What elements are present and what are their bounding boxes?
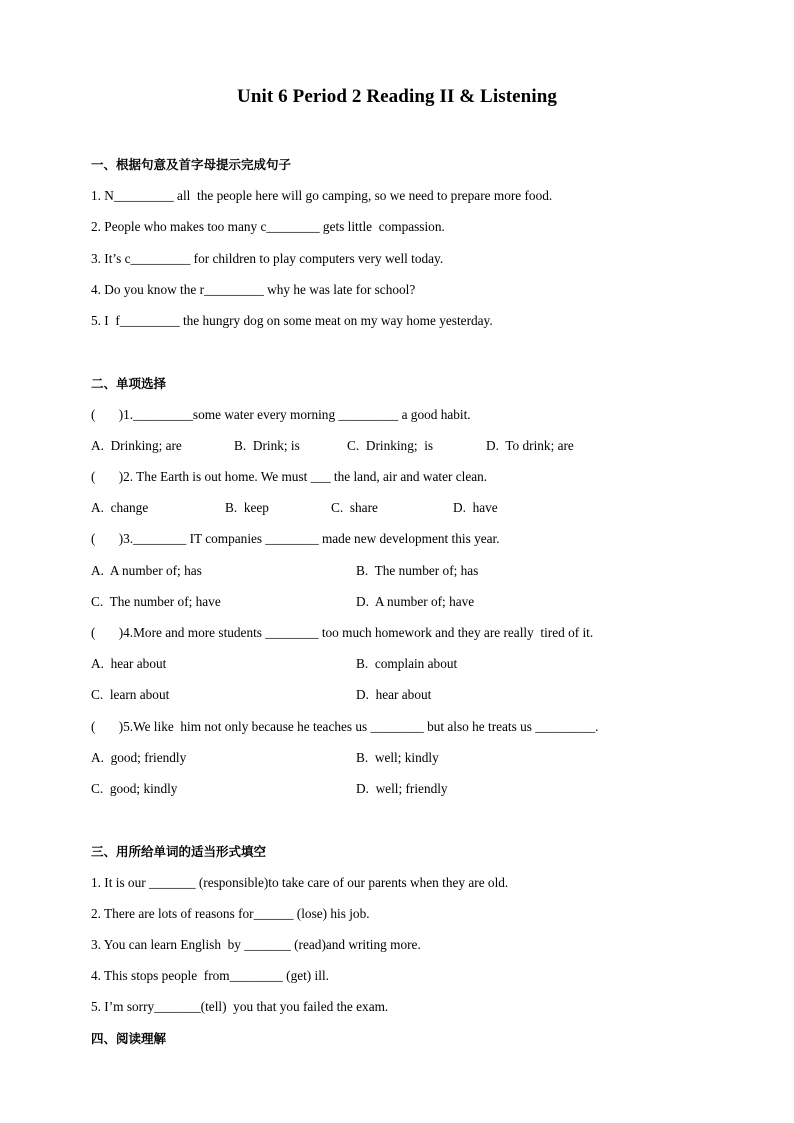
question-1-option-c: C. Drinking; is: [347, 438, 434, 453]
question-3-option-d: D. A number of; have: [356, 594, 475, 609]
section-3-heading: 三、用所给单词的适当形式填空: [91, 844, 267, 859]
question-2-option-d: D. have: [453, 500, 498, 515]
section-3-item-2: 2. There are lots of reasons for______ (lose) his job.: [91, 906, 370, 921]
question-3-option-c: C. The number of; have: [91, 594, 221, 609]
question-5-option-a: A. good; friendly: [91, 750, 187, 765]
question-5-option-d: D. well; friendly: [356, 781, 448, 796]
question-5-option-c: C. good; kindly: [91, 781, 178, 796]
section-3-item-4: 4. This stops people from________ (get) ill.: [91, 968, 329, 983]
question-1-option-d: D. To drink; are: [486, 438, 574, 453]
question-5-option-b: B. well; kindly: [356, 750, 439, 765]
section-3-item-3: 3. You can learn English by _______ (read)and writing more.: [91, 937, 421, 952]
section-1-item-1: 1. N_________ all the people here will go camping, so we need to prepare more food.: [91, 188, 553, 203]
page-title: Unit 6 Period 2 Reading II & Listening: [237, 86, 557, 107]
question-4-stem: ( )4.More and more students ________ too much homework and they are really tired of it.: [91, 625, 594, 640]
section-1-item-4: 4. Do you know the r_________ why he was late for school?: [91, 282, 416, 297]
section-1-item-5: 5. I f_________ the hungry dog on some meat on my way home yesterday.: [91, 313, 493, 328]
section-1-item-3: 3. It’s c_________ for children to play computers very well today.: [91, 251, 444, 266]
section-2-heading: 二、单项选择: [91, 376, 167, 391]
section-3-item-5: 5. I’m sorry_______(tell) you that you failed the exam.: [91, 999, 389, 1014]
section-1-item-2: 2. People who makes too many c________ gets little compassion.: [91, 219, 445, 234]
question-2-option-c: C. share: [331, 500, 378, 515]
question-3-option-a: A. A number of; has: [91, 563, 202, 578]
question-1-option-b: B. Drink; is: [234, 438, 300, 453]
question-3-option-b: B. The number of; has: [356, 563, 479, 578]
section-4-heading: 四、阅读理解: [91, 1031, 167, 1046]
question-4-option-a: A. hear about: [91, 656, 167, 671]
question-1-stem: ( )1._________some water every morning _________ a good habit.: [91, 407, 471, 422]
section-1-heading: 一、根据句意及首字母提示完成句子: [91, 157, 292, 172]
question-2-option-b: B. keep: [225, 500, 269, 515]
question-2-stem: ( )2. The Earth is out home. We must ___ the land, air and water clean.: [91, 469, 488, 484]
question-3-stem: ( )3.________ IT companies ________ made new development this year.: [91, 531, 500, 546]
question-1-option-a: A. Drinking; are: [91, 438, 182, 453]
section-3-item-1: 1. It is our _______ (responsible)to take care of our parents when they are old.: [91, 875, 509, 890]
question-5-stem: ( )5.We like him not only because he teaches us ________ but also he treats us _________.: [91, 719, 599, 734]
question-4-option-c: C. learn about: [91, 687, 170, 702]
question-4-option-d: D. hear about: [356, 687, 432, 702]
question-2-option-a: A. change: [91, 500, 149, 515]
question-4-option-b: B. complain about: [356, 656, 458, 671]
